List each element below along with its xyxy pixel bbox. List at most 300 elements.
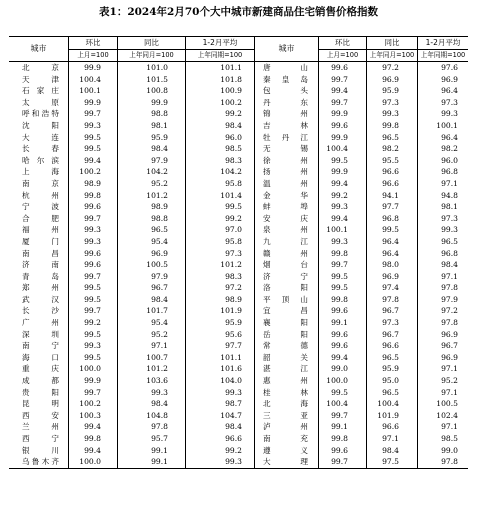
header-mom-base: 上月=100 [77,51,109,59]
city-name-left: 南宁 [22,341,59,351]
header-avg-label: 1-2月平均 [186,37,254,50]
avg-value-right: 96.7 [441,341,458,351]
table-row [9,190,468,202]
city-name-right: 烟台 [263,260,308,270]
table-row [9,62,468,74]
avg-value-right: 97.3 [441,97,458,107]
city-name-left: 宁波 [22,202,59,212]
table-header [9,37,468,62]
avg-value-right: 97.8 [441,283,458,293]
mom-value-right: 99.8 [331,248,348,258]
city-name-right: 洛阳 [263,283,308,293]
mom-value-right: 100.0 [326,376,348,386]
city-name-left: 北京 [22,63,59,72]
mom-value-right: 99.4 [331,352,348,362]
mom-value-left: 100.0 [79,457,101,467]
column-divider [366,61,367,468]
avg-value-left: 99.2 [225,109,242,119]
city-name-left: 呼和浩特 [22,109,59,119]
avg-value-left: 97.3 [225,248,242,258]
city-name-left: 天津 [22,74,59,84]
header-yoy-label: 同比 [367,37,417,50]
avg-value-right: 100.1 [436,120,458,130]
yoy-value-left: 99.9 [151,97,168,107]
mom-value-left: 99.8 [84,434,101,443]
column-divider [318,61,319,468]
table-row [9,294,468,306]
yoy-value-right: 96.5 [382,387,399,397]
city-name-left: 石家庄 [22,86,59,96]
avg-value-right: 97.3 [441,213,458,223]
avg-value-right: 94.8 [441,190,458,200]
yoy-value-right: 97.4 [382,283,399,293]
mom-value-left: 99.3 [84,236,101,246]
table-row [9,329,468,341]
avg-value-right: 97.8 [441,318,458,328]
mom-value-right: 99.6 [331,445,348,455]
mom-value-left: 99.5 [84,352,101,362]
avg-value-left: 96.6 [225,434,242,443]
header-yoy-left [117,37,185,61]
mom-value-left: 99.9 [84,63,101,72]
avg-value-right: 96.0 [441,155,458,165]
city-name-left: 上海 [22,167,59,177]
table-row [9,213,468,225]
mom-value-left: 99.5 [84,132,101,142]
mom-value-left: 100.3 [79,410,101,420]
table-row [9,421,468,433]
mom-value-right: 99.9 [331,109,348,119]
avg-value-left: 95.9 [225,318,242,328]
yoy-value-right: 100.4 [377,399,399,409]
mom-value-left: 100.2 [79,399,101,409]
mom-value-right: 99.6 [331,63,348,72]
yoy-value-left: 97.1 [151,341,168,351]
yoy-value-right: 96.9 [382,74,399,84]
city-name-left: 青岛 [22,271,59,281]
yoy-value-right: 96.6 [382,178,399,188]
yoy-value-right: 96.8 [382,213,399,223]
yoy-value-right: 95.9 [382,364,399,374]
city-name-left: 乌鲁木齐 [22,457,59,467]
city-name-right: 泉州 [263,225,308,235]
mom-value-left: 100.1 [79,86,101,96]
city-name-right: 蚌埠 [263,202,308,212]
yoy-value-left: 101.0 [146,63,168,72]
mom-value-right: 99.4 [331,178,348,188]
avg-value-right: 97.1 [441,387,458,397]
mom-value-right: 99.4 [331,86,348,96]
header-mom-label: 环比 [69,37,117,50]
table-row [9,340,468,352]
avg-value-right: 97.9 [441,294,458,304]
column-divider [417,61,418,468]
mom-value-left: 99.3 [84,225,101,235]
yoy-value-right: 98.0 [382,260,399,270]
yoy-value-left: 101.2 [146,190,168,200]
avg-value-left: 104.2 [220,167,242,177]
avg-value-right: 96.9 [441,352,458,362]
table-row [9,166,468,178]
city-name-left: 哈尔滨 [22,155,59,165]
city-name-left: 成都 [22,376,59,386]
mom-value-left: 99.2 [84,318,101,328]
mom-value-left: 99.8 [84,190,101,200]
avg-value-left: 99.5 [225,202,242,212]
yoy-value-left: 98.1 [151,120,168,130]
city-name-left: 长春 [22,144,59,154]
yoy-value-left: 96.5 [151,225,168,235]
city-name-left: 深圳 [22,329,59,339]
avg-value-left: 98.4 [225,120,242,130]
yoy-value-left: 103.6 [146,376,168,386]
city-name-right: 安庆 [263,213,308,223]
table-row [9,178,468,190]
city-name-right: 岳阳 [263,329,308,339]
city-name-left: 海口 [22,352,59,362]
column-divider [185,61,186,468]
city-name-right: 北海 [263,399,308,409]
mom-value-left: 99.9 [84,97,101,107]
city-name-right: 泸州 [263,422,308,432]
yoy-value-left: 97.9 [151,155,168,165]
yoy-value-left: 100.8 [146,86,168,96]
table-row [9,305,468,317]
table-row [9,387,468,399]
mom-value-right: 99.5 [331,271,348,281]
avg-value-left: 98.9 [225,294,242,304]
column-divider [117,61,118,468]
yoy-value-right: 96.5 [382,132,399,142]
city-name-left: 贵阳 [22,387,59,397]
table-row [9,120,468,132]
yoy-value-right: 101.9 [377,410,399,420]
yoy-value-left: 97.8 [151,422,168,432]
mom-value-right: 99.7 [331,97,348,107]
table-row [9,456,468,468]
city-name-right: 湛江 [263,364,308,374]
avg-value-right: 98.4 [441,260,458,270]
city-name-left: 郑州 [22,283,59,293]
city-name-right: 桂林 [263,387,308,397]
table-row [9,271,468,283]
city-name-left: 厦门 [22,236,59,246]
table-row [9,282,468,294]
yoy-value-left: 95.4 [151,318,168,328]
avg-value-right: 98.5 [441,434,458,443]
city-name-right: 金华 [263,190,308,200]
avg-value-left: 98.3 [225,271,242,281]
avg-value-left: 104.7 [220,410,242,420]
yoy-value-right: 99.5 [382,225,399,235]
yoy-value-left: 100.7 [146,352,168,362]
table-row [9,155,468,167]
avg-value-right: 102.4 [436,410,458,420]
city-name-right: 遵义 [263,445,308,455]
table-row [9,224,468,236]
yoy-value-left: 98.9 [151,202,168,212]
mom-value-left: 99.7 [84,271,101,281]
mom-value-right: 99.6 [331,329,348,339]
yoy-value-right: 99.3 [382,109,399,119]
yoy-value-right: 96.5 [382,352,399,362]
yoy-value-left: 96.9 [151,248,168,258]
mom-value-right: 100.1 [326,225,348,235]
mom-value-right: 99.5 [331,283,348,293]
table-row [9,375,468,387]
table-row [9,143,468,155]
mom-value-right: 99.6 [331,120,348,130]
avg-value-right: 96.8 [441,248,458,258]
city-name-left: 西安 [22,410,59,420]
mom-value-right: 99.5 [331,155,348,165]
avg-value-left: 101.6 [220,364,242,374]
column-divider [68,61,69,468]
yoy-value-left: 99.1 [151,457,168,467]
mom-value-right: 99.9 [331,132,348,142]
city-name-right: 韶关 [263,352,308,362]
mom-value-left: 99.7 [84,109,101,119]
avg-value-left: 98.7 [225,399,242,409]
avg-value-left: 99.2 [225,213,242,223]
yoy-value-right: 98.4 [382,445,399,455]
yoy-value-right: 97.3 [382,97,399,107]
table-row [9,108,468,120]
avg-value-right: 96.9 [441,74,458,84]
yoy-value-right: 97.3 [382,318,399,328]
header-avg-label: 1-2月平均 [418,37,468,50]
mom-value-right: 99.9 [331,167,348,177]
city-name-right: 扬州 [263,167,308,177]
mom-value-right: 99.1 [331,422,348,432]
yoy-value-right: 95.0 [382,376,399,386]
avg-value-right: 99.0 [441,445,458,455]
avg-value-right: 98.2 [441,144,458,154]
mom-value-right: 99.0 [331,364,348,374]
yoy-value-left: 95.4 [151,236,168,246]
mom-value-left: 99.7 [84,306,101,316]
avg-value-right: 100.5 [436,399,458,409]
avg-value-left: 101.1 [220,352,242,362]
yoy-value-left: 98.4 [151,399,168,409]
avg-value-right: 99.3 [441,109,458,119]
yoy-value-left: 99.3 [151,387,168,397]
yoy-value-right: 99.8 [382,120,399,130]
header-yoy-label: 同比 [118,37,185,50]
mom-value-left: 100.2 [79,167,101,177]
city-name-left: 太原 [22,97,59,107]
mom-value-left: 100.0 [79,364,101,374]
avg-value-left: 99.3 [225,457,242,467]
yoy-value-right: 98.2 [382,144,399,154]
header-yoy-right [366,37,417,61]
header-mom-base: 上月=100 [326,51,359,59]
city-name-right: 南充 [263,434,308,443]
yoy-value-right: 94.1 [382,190,399,200]
avg-value-left: 101.4 [220,190,242,200]
city-name-left: 西宁 [22,434,59,443]
header-city-left: 城市 [30,44,47,53]
city-name-left: 重庆 [22,364,59,374]
city-name-right: 无锡 [263,144,308,154]
mom-value-right: 99.7 [331,260,348,270]
mom-value-left: 99.7 [84,213,101,223]
city-name-left: 合肥 [22,213,59,223]
city-name-left: 济南 [22,260,59,270]
yoy-value-right: 96.6 [382,167,399,177]
yoy-value-left: 98.8 [151,213,168,223]
city-name-right: 宜昌 [263,306,308,316]
city-name-right: 襄阳 [263,318,308,328]
yoy-value-left: 95.9 [151,132,168,142]
mom-value-left: 99.6 [84,248,101,258]
yoy-value-left: 100.5 [146,260,168,270]
header-yoy-base: 上年同月=100 [129,51,174,59]
yoy-value-left: 101.7 [146,306,168,316]
table-row [9,352,468,364]
mom-value-left: 99.6 [84,202,101,212]
yoy-value-right: 96.9 [382,271,399,281]
yoy-value-right: 96.6 [382,341,399,351]
city-name-left: 杭州 [22,190,59,200]
avg-value-right: 97.1 [441,271,458,281]
mom-value-left: 99.4 [84,445,101,455]
header-yoy-base: 上年同月=100 [369,51,415,59]
avg-value-right: 97.8 [441,457,458,467]
avg-value-left: 100.2 [220,97,242,107]
city-name-left: 银川 [22,445,59,455]
city-name-right: 锦州 [263,109,308,119]
avg-value-left: 104.0 [220,376,242,386]
mom-value-right: 99.4 [331,213,348,223]
avg-value-right: 97.1 [441,364,458,374]
mom-value-right: 99.3 [331,236,348,246]
yoy-value-left: 98.4 [151,144,168,154]
table-row [9,97,468,109]
mom-value-right: 99.8 [331,294,348,304]
city-name-right: 惠州 [263,376,308,386]
city-name-right: 吉林 [263,120,308,130]
table-row [9,317,468,329]
city-name-right: 济宁 [263,271,308,281]
header-avg-right [417,37,468,61]
city-name-left: 福州 [22,225,59,235]
yoy-value-left: 95.2 [151,178,168,188]
mom-value-left: 98.9 [84,178,101,188]
avg-value-right: 96.9 [441,329,458,339]
yoy-value-left: 98.4 [151,294,168,304]
table-title: 表1：2024年2月70个大中城市新建商品住宅销售价格指数 [99,6,378,18]
yoy-value-left: 101.5 [146,74,168,84]
mom-value-right: 99.7 [331,410,348,420]
table-row [9,236,468,248]
table-row [9,410,468,422]
yoy-value-right: 96.7 [382,306,399,316]
yoy-value-left: 98.8 [151,109,168,119]
avg-value-right: 96.4 [441,132,458,142]
avg-value-left: 96.0 [225,132,242,142]
yoy-value-right: 95.5 [382,155,399,165]
table-row [9,74,468,86]
table-row [9,85,468,97]
mom-value-right: 99.3 [331,202,348,212]
city-name-right: 丹东 [263,97,308,107]
yoy-value-right: 97.7 [382,202,399,212]
mom-value-left: 99.5 [84,294,101,304]
yoy-value-right: 97.5 [382,457,399,467]
price-index-table [9,36,468,469]
city-name-left: 沈阳 [22,120,59,130]
yoy-value-right: 97.1 [382,434,399,443]
mom-value-left: 99.4 [84,422,101,432]
city-name-right: 平顶山 [263,294,308,304]
mom-value-left: 99.9 [84,376,101,386]
mom-value-right: 99.7 [331,74,348,84]
yoy-value-left: 97.9 [151,271,168,281]
avg-value-left: 97.2 [225,283,242,293]
yoy-value-left: 99.1 [151,445,168,455]
city-name-right: 三亚 [263,410,308,420]
header-city-right: 城市 [254,37,318,61]
city-name-left: 大连 [22,132,59,142]
mom-value-right: 99.6 [331,306,348,316]
city-name-right: 九江 [263,236,308,246]
avg-value-right: 97.1 [441,422,458,432]
mom-value-left: 100.4 [79,74,101,84]
mom-value-left: 99.6 [84,260,101,270]
yoy-value-left: 104.2 [146,167,168,177]
city-name-right: 大理 [263,457,308,467]
mom-value-right: 99.8 [331,434,348,443]
avg-value-left: 97.0 [225,225,242,235]
mom-value-left: 99.3 [84,120,101,130]
avg-value-left: 98.3 [225,155,242,165]
yoy-value-right: 95.9 [382,86,399,96]
avg-value-left: 95.8 [225,236,242,246]
header-avg-base: 上年同期=100 [197,51,243,59]
table-row [9,433,468,445]
mom-value-left: 99.5 [84,144,101,154]
city-name-right: 常德 [263,341,308,351]
mom-value-right: 99.1 [331,318,348,328]
mom-value-right: 100.4 [326,144,348,154]
table-row [9,259,468,271]
avg-value-right: 97.1 [441,178,458,188]
avg-value-right: 99.3 [441,225,458,235]
yoy-value-left: 95.2 [151,329,168,339]
city-name-right: 徐州 [263,155,308,165]
city-name-left: 兰州 [22,422,59,432]
city-name-left: 武汉 [22,294,59,304]
avg-value-left: 99.2 [225,445,242,455]
yoy-value-right: 97.2 [382,63,399,72]
avg-value-right: 95.2 [441,376,458,386]
avg-value-left: 101.1 [220,63,242,72]
city-name-right: 牡丹江 [263,132,308,142]
table-row [9,363,468,375]
yoy-value-left: 101.2 [146,364,168,374]
mom-value-left: 99.5 [84,283,101,293]
yoy-value-left: 104.8 [146,410,168,420]
avg-value-left: 100.9 [220,86,242,96]
mom-value-right: 99.7 [331,457,348,467]
mom-value-right: 99.6 [331,341,348,351]
avg-value-right: 97.6 [441,63,458,72]
avg-value-right: 96.4 [441,86,458,96]
avg-value-right: 97.2 [441,306,458,316]
table-row [9,201,468,213]
avg-value-right: 98.1 [441,202,458,212]
